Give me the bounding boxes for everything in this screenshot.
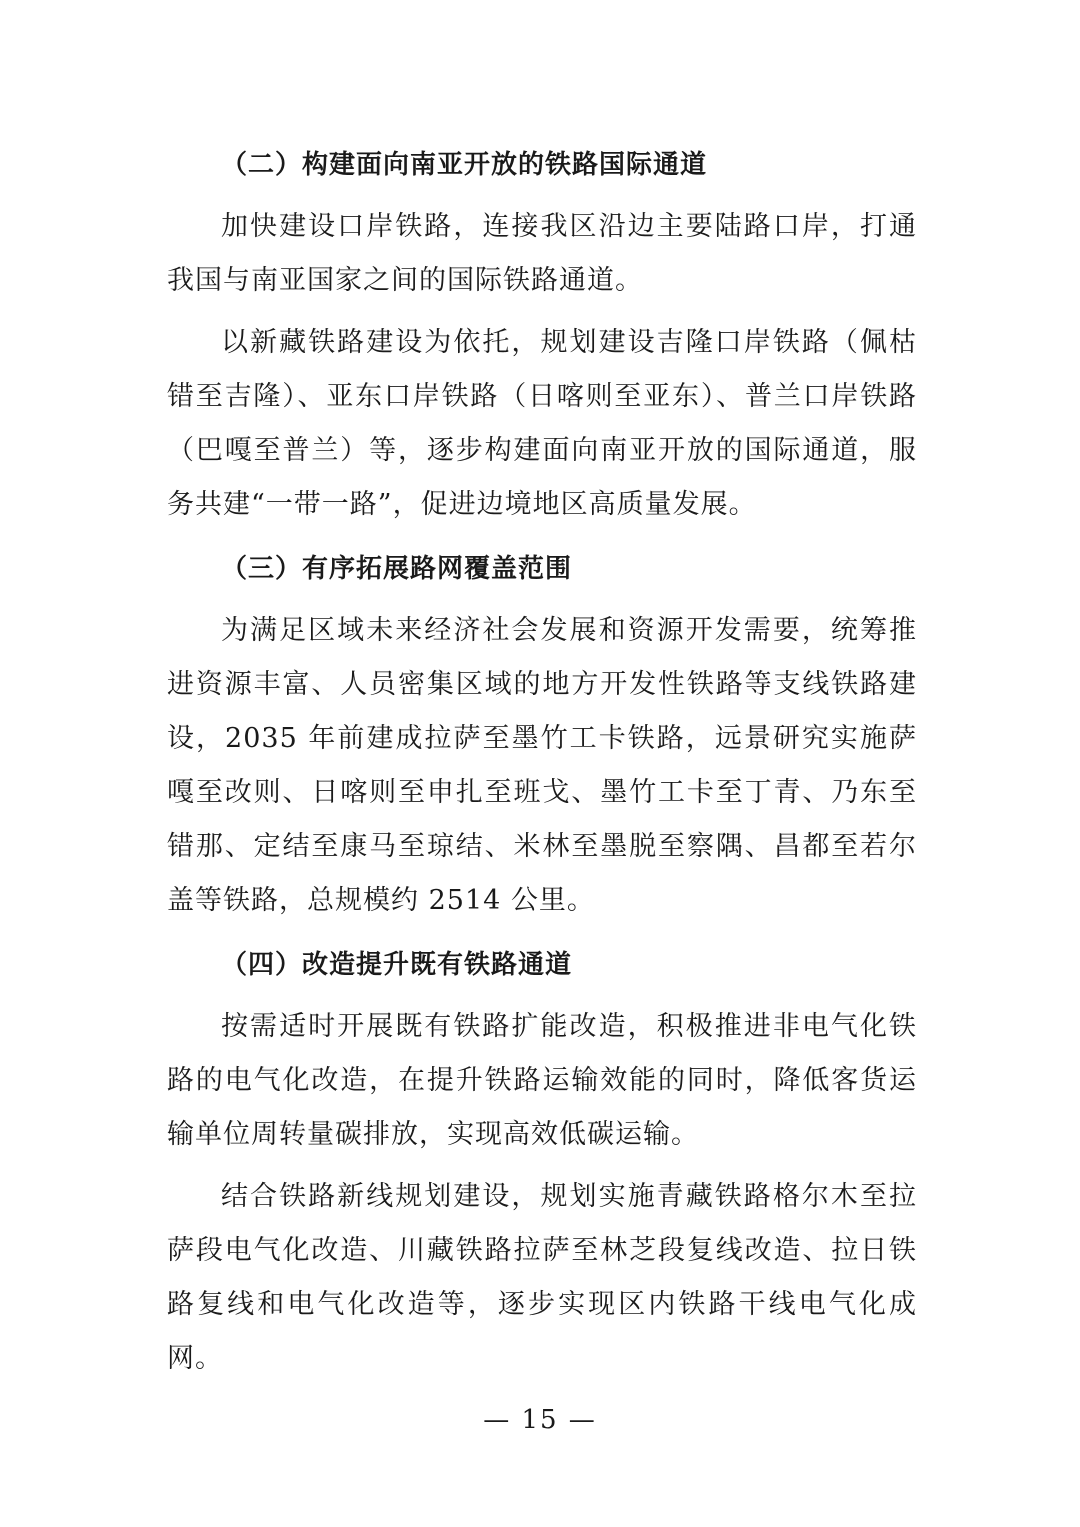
paragraph: 为满足区域未来经济社会发展和资源开发需要，统筹推进资源丰富、人员密集区域的地方开发性铁路等支线铁路建设，2035 年前建成拉萨至墨竹工卡铁路，远景研究实施萨嘎至改则、日喀则至申扎至班戈、墨竹工卡至丁青、乃东至错那、定结至康马至琼结、米林至墨脱至察隅、昌都至若尔盖等铁路，总规模约 2514 公里。 xyxy=(167,615,917,916)
document-body xyxy=(167,138,917,1394)
section-heading-2: （二）构建面向南亚开放的铁路国际通道 xyxy=(221,150,708,180)
section-heading-3: （三）有序拓展路网覆盖范围 xyxy=(221,554,573,584)
paragraph: 按需适时开展既有铁路扩能改造，积极推进非电气化铁路的电气化改造，在提升铁路运输效能的同时，降低客货运输单位周转量碳排放，实现高效低碳运输。 xyxy=(167,1011,917,1150)
page-number: — 15 — xyxy=(483,1405,597,1435)
section-heading-4: （四）改造提升既有铁路通道 xyxy=(221,950,573,980)
paragraph: 加快建设口岸铁路，连接我区沿边主要陆路口岸，打通我国与南亚国家之间的国际铁路通道。 xyxy=(167,211,917,296)
paragraph: 结合铁路新线规划建设，规划实施青藏铁路格尔木至拉萨段电气化改造、川藏铁路拉萨至林芝段复线改造、拉日铁路复线和电气化改造等，逐步实现区内铁路干线电气化成网。 xyxy=(167,1181,917,1374)
paragraph: 以新藏铁路建设为依托，规划建设吉隆口岸铁路（佩枯错至吉隆）、亚东口岸铁路（日喀则至亚东）、普兰口岸铁路（巴嘎至普兰）等，逐步构建面向南亚开放的国际通道，服务共建“一带一路”，促进边境地区高质量发展。 xyxy=(167,327,917,520)
